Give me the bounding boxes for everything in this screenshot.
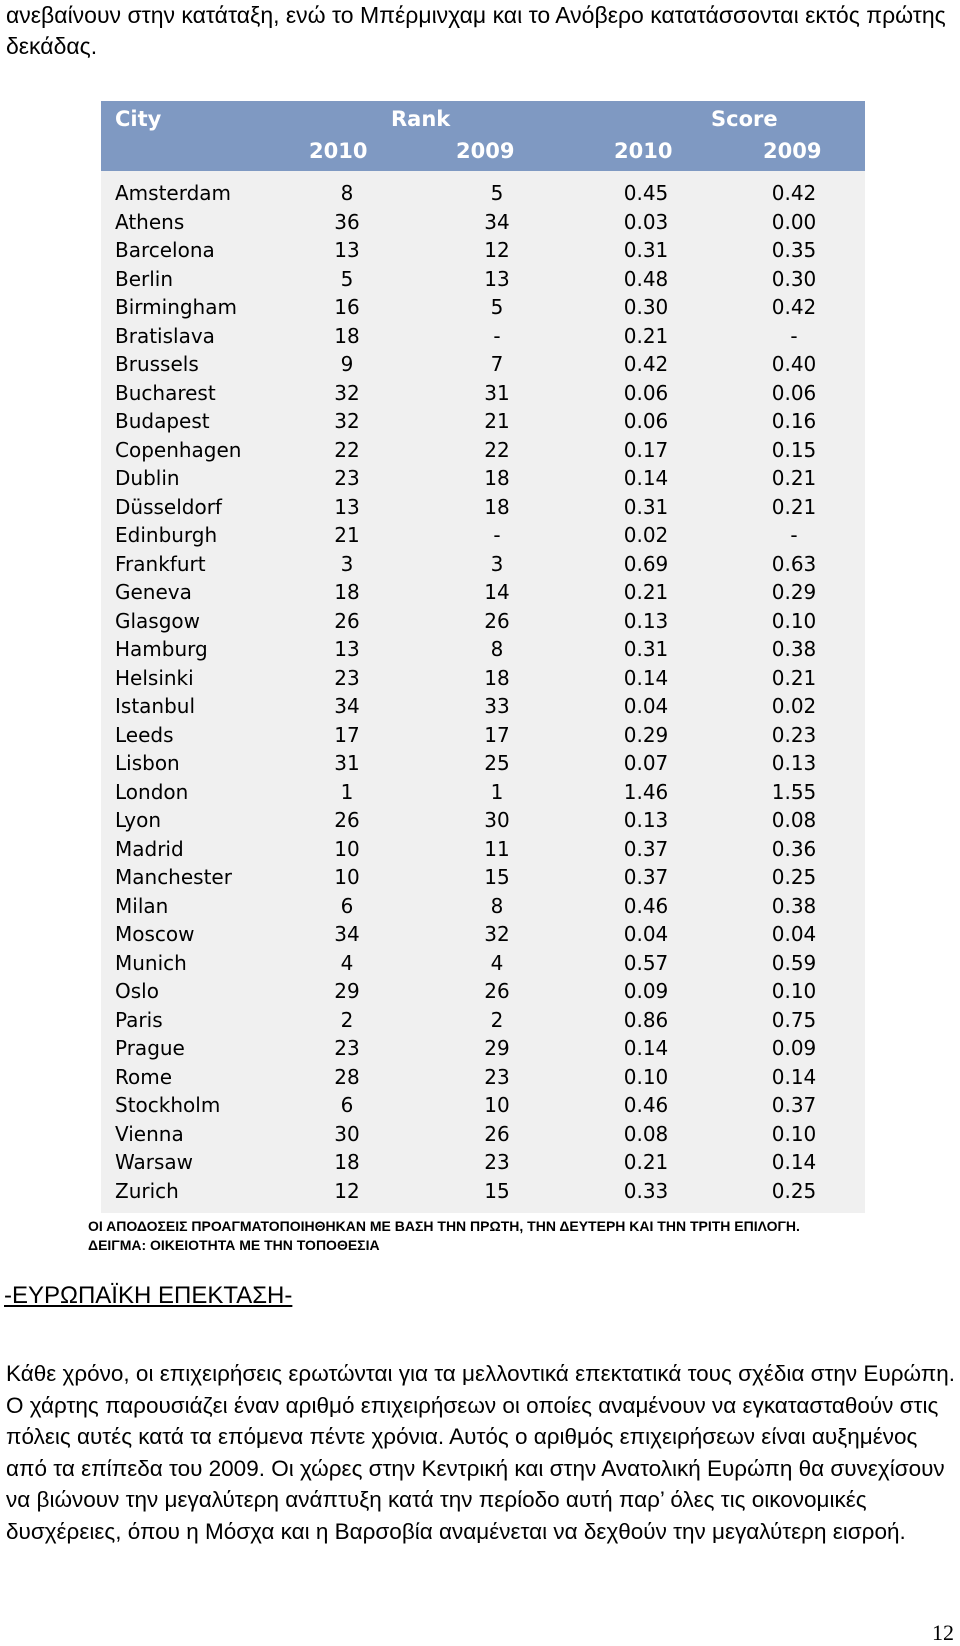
cell-rank-2010: 32 — [334, 409, 360, 433]
header-rank-2009: 2009 — [456, 139, 515, 163]
cell-score-2009: 0.09 — [771, 1036, 817, 1060]
table-row — [101, 692, 865, 721]
table-row — [101, 778, 865, 807]
cell-rank-2009: 7 — [490, 352, 504, 376]
page-number: 12 — [932, 1620, 954, 1645]
cell-rank-2010: 34 — [334, 922, 360, 946]
cell-score-2009: 0.10 — [771, 979, 817, 1003]
table-body — [101, 179, 865, 1205]
cell-rank-2010: 13 — [334, 637, 360, 661]
table-caption — [88, 1217, 908, 1255]
cell-score-2010: 0.14 — [623, 1036, 669, 1060]
cell-city: London — [115, 779, 189, 804]
cell-rank-2009: 5 — [490, 295, 504, 319]
cell-city: Geneva — [115, 580, 192, 604]
cell-rank-2009: 26 — [484, 979, 510, 1003]
cell-score-2009: - — [790, 523, 798, 547]
cell-score-2010: 0.04 — [623, 922, 669, 946]
cell-city: Madrid — [115, 836, 184, 861]
cell-score-2009: 0.63 — [771, 551, 817, 576]
cell-score-2009: 0.21 — [771, 466, 817, 490]
cell-score-2010: 0.14 — [623, 466, 669, 490]
cell-score-2009: 0.14 — [771, 1064, 817, 1089]
table-header — [101, 101, 865, 171]
cell-rank-2010: 17 — [334, 722, 360, 747]
cell-city: Hamburg — [115, 637, 208, 661]
cell-rank-2010: 8 — [340, 181, 354, 205]
caption-line-2: ΔΕΙΓΜΑ: ΟΙΚΕΙΟΤΗΤΑ ΜΕ ΤΗΝ ΤΟΠΟΘΕΣΙΑ — [88, 1237, 380, 1253]
table-row — [101, 977, 865, 1006]
cell-rank-2009: 18 — [484, 665, 510, 690]
table-row — [101, 721, 865, 750]
cell-score-2010: 0.13 — [623, 608, 669, 633]
cell-score-2010: 0.46 — [623, 893, 669, 918]
cell-score-2009: 0.59 — [771, 950, 817, 975]
cell-rank-2009: 23 — [484, 1150, 510, 1174]
cell-rank-2010: 21 — [334, 523, 360, 547]
cell-score-2010: 0.09 — [623, 979, 669, 1003]
cell-rank-2009: 15 — [484, 865, 510, 889]
cell-score-2010: 0.46 — [623, 1093, 669, 1117]
cell-city: Frankfurt — [115, 551, 206, 576]
table-row — [101, 607, 865, 636]
cell-score-2009: 1.55 — [771, 779, 817, 804]
header-city: City — [115, 107, 162, 131]
cell-rank-2009: 5 — [490, 181, 504, 205]
cell-city: Birmingham — [115, 295, 237, 319]
table-row — [101, 635, 865, 664]
cell-rank-2009: 11 — [484, 836, 510, 861]
cell-city: Edinburgh — [115, 523, 218, 547]
cell-city: Bucharest — [115, 380, 216, 405]
cell-rank-2010: 36 — [334, 209, 360, 234]
cell-score-2009: 0.21 — [771, 494, 817, 519]
cell-city: Helsinki — [115, 665, 194, 690]
cell-city: Dublin — [115, 466, 180, 490]
table-row — [101, 350, 865, 379]
cell-city: Stockholm — [115, 1093, 221, 1117]
cell-rank-2010: 2 — [340, 1007, 354, 1032]
table-row — [101, 1063, 865, 1092]
cell-rank-2010: 23 — [334, 1036, 360, 1060]
cell-score-2010: 0.02 — [623, 523, 669, 547]
table-row — [101, 749, 865, 778]
cell-score-2010: 0.37 — [623, 865, 669, 889]
table-row — [101, 293, 865, 322]
cell-rank-2009: 13 — [484, 266, 510, 291]
table-row — [101, 236, 865, 265]
cell-score-2009: 0.42 — [771, 295, 817, 319]
cell-rank-2009: 12 — [484, 238, 510, 262]
cell-score-2009: 0.40 — [771, 352, 817, 376]
cell-score-2010: 0.31 — [623, 238, 669, 262]
table-row — [101, 436, 865, 465]
cell-rank-2009: 18 — [484, 494, 510, 519]
cell-city: Munich — [115, 950, 187, 975]
cell-rank-2009: 26 — [484, 1121, 510, 1146]
cell-rank-2009: - — [493, 323, 501, 348]
cell-rank-2010: 6 — [340, 893, 354, 918]
cell-score-2009: 0.25 — [771, 865, 817, 889]
cell-score-2010: 0.31 — [623, 637, 669, 661]
cell-score-2010: 0.14 — [623, 665, 669, 690]
cell-score-2009: 0.42 — [771, 181, 817, 205]
table-row — [101, 1034, 865, 1063]
cell-score-2010: 0.86 — [623, 1007, 669, 1032]
cell-rank-2010: 22 — [334, 437, 360, 462]
cell-rank-2009: 15 — [484, 1178, 510, 1203]
cell-score-2009: 0.37 — [771, 1093, 817, 1117]
cell-score-2009: - — [790, 323, 798, 348]
cell-rank-2009: 26 — [484, 608, 510, 633]
table-row — [101, 920, 865, 949]
cell-score-2010: 0.03 — [623, 209, 669, 234]
cell-city: Glasgow — [115, 608, 201, 633]
cell-score-2009: 0.21 — [771, 665, 817, 690]
cell-rank-2009: 22 — [484, 437, 510, 462]
cell-score-2009: 0.36 — [771, 836, 817, 861]
cell-rank-2010: 9 — [340, 352, 354, 376]
cell-city: Barcelona — [115, 238, 215, 262]
cell-city: Berlin — [115, 266, 174, 291]
cell-rank-2010: 31 — [334, 751, 360, 775]
table-row — [101, 208, 865, 237]
table-row — [101, 1148, 865, 1177]
cell-score-2010: 1.46 — [623, 779, 669, 804]
cell-city: Rome — [115, 1064, 173, 1089]
cell-rank-2010: 4 — [340, 950, 354, 975]
header-score-2010: 2010 — [614, 139, 673, 163]
cell-score-2009: 0.08 — [771, 808, 817, 832]
cell-score-2010: 0.29 — [623, 722, 669, 747]
cell-score-2010: 0.04 — [623, 694, 669, 718]
cell-city: Budapest — [115, 409, 210, 433]
cell-score-2010: 0.06 — [623, 409, 669, 433]
cell-score-2010: 0.10 — [623, 1064, 669, 1089]
cell-city: Copenhagen — [115, 437, 242, 462]
cell-rank-2009: 29 — [484, 1036, 510, 1060]
cell-score-2010: 0.13 — [623, 808, 669, 832]
cell-rank-2010: 12 — [334, 1178, 360, 1203]
cell-rank-2010: 18 — [334, 580, 360, 604]
cell-city: Paris — [115, 1007, 163, 1032]
cell-rank-2010: 26 — [334, 608, 360, 633]
cell-rank-2010: 29 — [334, 979, 360, 1003]
cell-rank-2009: 25 — [484, 751, 510, 775]
cell-rank-2009: - — [493, 523, 501, 547]
cell-score-2009: 0.38 — [771, 893, 817, 918]
cell-rank-2009: 14 — [484, 580, 510, 604]
cell-score-2010: 0.45 — [623, 181, 669, 205]
cell-score-2009: 0.06 — [771, 380, 817, 405]
table-row — [101, 578, 865, 607]
cell-rank-2009: 33 — [484, 694, 510, 718]
cell-score-2010: 0.21 — [623, 580, 669, 604]
cell-score-2009: 0.00 — [771, 209, 817, 234]
cell-rank-2010: 10 — [334, 836, 360, 861]
cell-city: Lyon — [115, 808, 162, 832]
cell-score-2009: 0.16 — [771, 409, 817, 433]
cell-rank-2010: 1 — [340, 779, 354, 804]
cell-rank-2009: 23 — [484, 1064, 510, 1089]
cell-rank-2010: 18 — [334, 323, 360, 348]
cell-rank-2010: 6 — [340, 1093, 354, 1117]
cell-score-2010: 0.07 — [623, 751, 669, 775]
cell-score-2010: 0.37 — [623, 836, 669, 861]
cell-rank-2010: 28 — [334, 1064, 360, 1089]
table-row — [101, 379, 865, 408]
cell-city: Zurich — [115, 1178, 179, 1203]
table-row — [101, 806, 865, 835]
cell-city: Istanbul — [115, 694, 196, 718]
cell-score-2010: 0.42 — [623, 352, 669, 376]
cell-score-2010: 0.21 — [623, 323, 669, 348]
cell-rank-2009: 2 — [490, 1007, 504, 1032]
intro-paragraph: ανεβαίνουν στην κατάταξη, ενώ το Μπέρμινχαμ και το Ανόβερο κατατάσσονται εκτός πρώτης δεκάδας. — [6, 2, 946, 59]
table-row — [101, 521, 865, 550]
cell-rank-2009: 8 — [490, 893, 504, 918]
cell-score-2009: 0.23 — [771, 722, 817, 747]
cell-city: Lisbon — [115, 751, 180, 775]
table-row — [101, 265, 865, 294]
cell-score-2009: 0.35 — [771, 238, 817, 262]
cell-score-2010: 0.17 — [623, 437, 669, 462]
header-rank: Rank — [391, 107, 451, 131]
cell-score-2009: 0.10 — [771, 1121, 817, 1146]
cell-city: Vienna — [115, 1121, 184, 1146]
cell-rank-2010: 32 — [334, 380, 360, 405]
cell-rank-2009: 31 — [484, 380, 510, 405]
cell-rank-2010: 13 — [334, 494, 360, 519]
cell-rank-2009: 30 — [484, 808, 510, 832]
cell-city: Warsaw — [115, 1150, 194, 1174]
cell-score-2009: 0.10 — [771, 608, 817, 633]
cell-score-2009: 0.29 — [771, 580, 817, 604]
cell-rank-2010: 23 — [334, 665, 360, 690]
cell-rank-2009: 32 — [484, 922, 510, 946]
cell-rank-2009: 18 — [484, 466, 510, 490]
table-row — [101, 493, 865, 522]
cell-city: Milan — [115, 893, 169, 918]
table-row — [101, 464, 865, 493]
table-row — [101, 892, 865, 921]
table-row — [101, 1006, 865, 1035]
table-row — [101, 179, 865, 208]
cell-rank-2009: 1 — [490, 779, 504, 804]
table-row — [101, 863, 865, 892]
cell-city: Brussels — [115, 352, 199, 376]
cell-city: Amsterdam — [115, 181, 232, 205]
table-row — [101, 949, 865, 978]
table-row — [101, 664, 865, 693]
table-row — [101, 407, 865, 436]
header-score: Score — [711, 107, 778, 131]
cell-rank-2010: 13 — [334, 238, 360, 262]
table-row — [101, 1091, 865, 1120]
cell-city: Athens — [115, 209, 185, 234]
cell-score-2009: 0.38 — [771, 637, 817, 661]
cell-rank-2010: 3 — [340, 551, 354, 576]
cell-score-2009: 0.02 — [771, 694, 817, 718]
cell-rank-2009: 17 — [484, 722, 510, 747]
cell-city: Manchester — [115, 865, 232, 889]
cell-rank-2010: 34 — [334, 694, 360, 718]
cell-score-2009: 0.14 — [771, 1150, 817, 1174]
cell-score-2010: 0.08 — [623, 1121, 669, 1146]
cell-rank-2010: 18 — [334, 1150, 360, 1174]
cell-score-2010: 0.31 — [623, 494, 669, 519]
cell-rank-2010: 16 — [334, 295, 360, 319]
cell-rank-2010: 5 — [340, 266, 354, 291]
cell-rank-2009: 34 — [484, 209, 510, 234]
cell-score-2009: 0.25 — [771, 1178, 817, 1203]
cell-city: Düsseldorf — [115, 494, 222, 519]
city-ranking-table — [101, 101, 865, 1213]
cell-rank-2009: 8 — [490, 637, 504, 661]
table-row — [101, 1120, 865, 1149]
cell-score-2010: 0.57 — [623, 950, 669, 975]
cell-score-2009: 0.75 — [771, 1007, 817, 1032]
cell-score-2010: 0.69 — [623, 551, 669, 576]
cell-rank-2009: 4 — [490, 950, 504, 975]
cell-score-2009: 0.13 — [771, 751, 817, 775]
cell-rank-2009: 21 — [484, 409, 510, 433]
cell-city: Oslo — [115, 979, 159, 1003]
cell-score-2010: 0.48 — [623, 266, 669, 291]
cell-score-2009: 0.30 — [771, 266, 817, 291]
cell-rank-2009: 10 — [484, 1093, 510, 1117]
cell-score-2010: 0.33 — [623, 1178, 669, 1203]
cell-score-2010: 0.21 — [623, 1150, 669, 1174]
cell-city: Leeds — [115, 722, 174, 747]
cell-score-2009: 0.15 — [771, 437, 817, 462]
cell-city: Bratislava — [115, 323, 215, 348]
cell-score-2009: 0.04 — [771, 922, 817, 946]
table-row — [101, 1177, 865, 1206]
cell-score-2010: 0.30 — [623, 295, 669, 319]
cell-score-2010: 0.06 — [623, 380, 669, 405]
header-score-2009: 2009 — [763, 139, 822, 163]
caption-line-1: ΟΙ ΑΠΟΔΟΣΕΙΣ ΠΡΟΑΓΜΑΤΟΠΟΙΗΘΗΚΑΝ ΜΕ ΒΑΣΗ ΤΗΝ ΠΡΩΤΗ, ΤΗΝ ΔΕΥΤΕΡΗ ΚΑΙ ΤΗΝ ΤΡΙΤΗ ΕΠΙΛΟΓΗ. — [88, 1218, 800, 1234]
header-rank-2010: 2010 — [309, 139, 368, 163]
cell-city: Prague — [115, 1036, 185, 1060]
body-paragraph: Κάθε χρόνο, οι επιχειρήσεις ερωτώνται για τα μελλοντικά επεκτατικά τους σχέδια στην Ευρώπη. Ο χάρτης παρουσιάζει έναν αριθμό επιχειρήσεων οι οποίες αναμένουν να εγκατασταθούν στις πόλεις αυτές κατά τα επόμενα πέντε χρόνια. Αυτός ο αριθμός επιχειρήσεων είναι αυξημένος από τα επίπεδα του 2009. Οι χώρες στην Κεντρική και στην Ανατολική Ευρώπη θα συνεχίσουν να βιώνουν την μεγαλύτερη ανάπτυξη κατά την περίοδο αυτή παρ’ όλες τις οικονομικές δυσχέρειες, όπου η Μόσχα και η Βαρσοβία αναμένεται να δεχθούν την μεγαλύτερη εισροή. — [6, 1361, 956, 1544]
table-row — [101, 550, 865, 579]
table-row — [101, 835, 865, 864]
cell-rank-2010: 10 — [334, 865, 360, 889]
section-heading: -ΕΥΡΩΠΑΪΚΗ ΕΠΕΚΤΑΣΗ- — [4, 1282, 293, 1309]
cell-rank-2010: 30 — [334, 1121, 360, 1146]
cell-rank-2009: 3 — [490, 551, 504, 576]
cell-city: Moscow — [115, 922, 195, 946]
cell-rank-2010: 23 — [334, 466, 360, 490]
cell-rank-2010: 26 — [334, 808, 360, 832]
table-row — [101, 322, 865, 351]
